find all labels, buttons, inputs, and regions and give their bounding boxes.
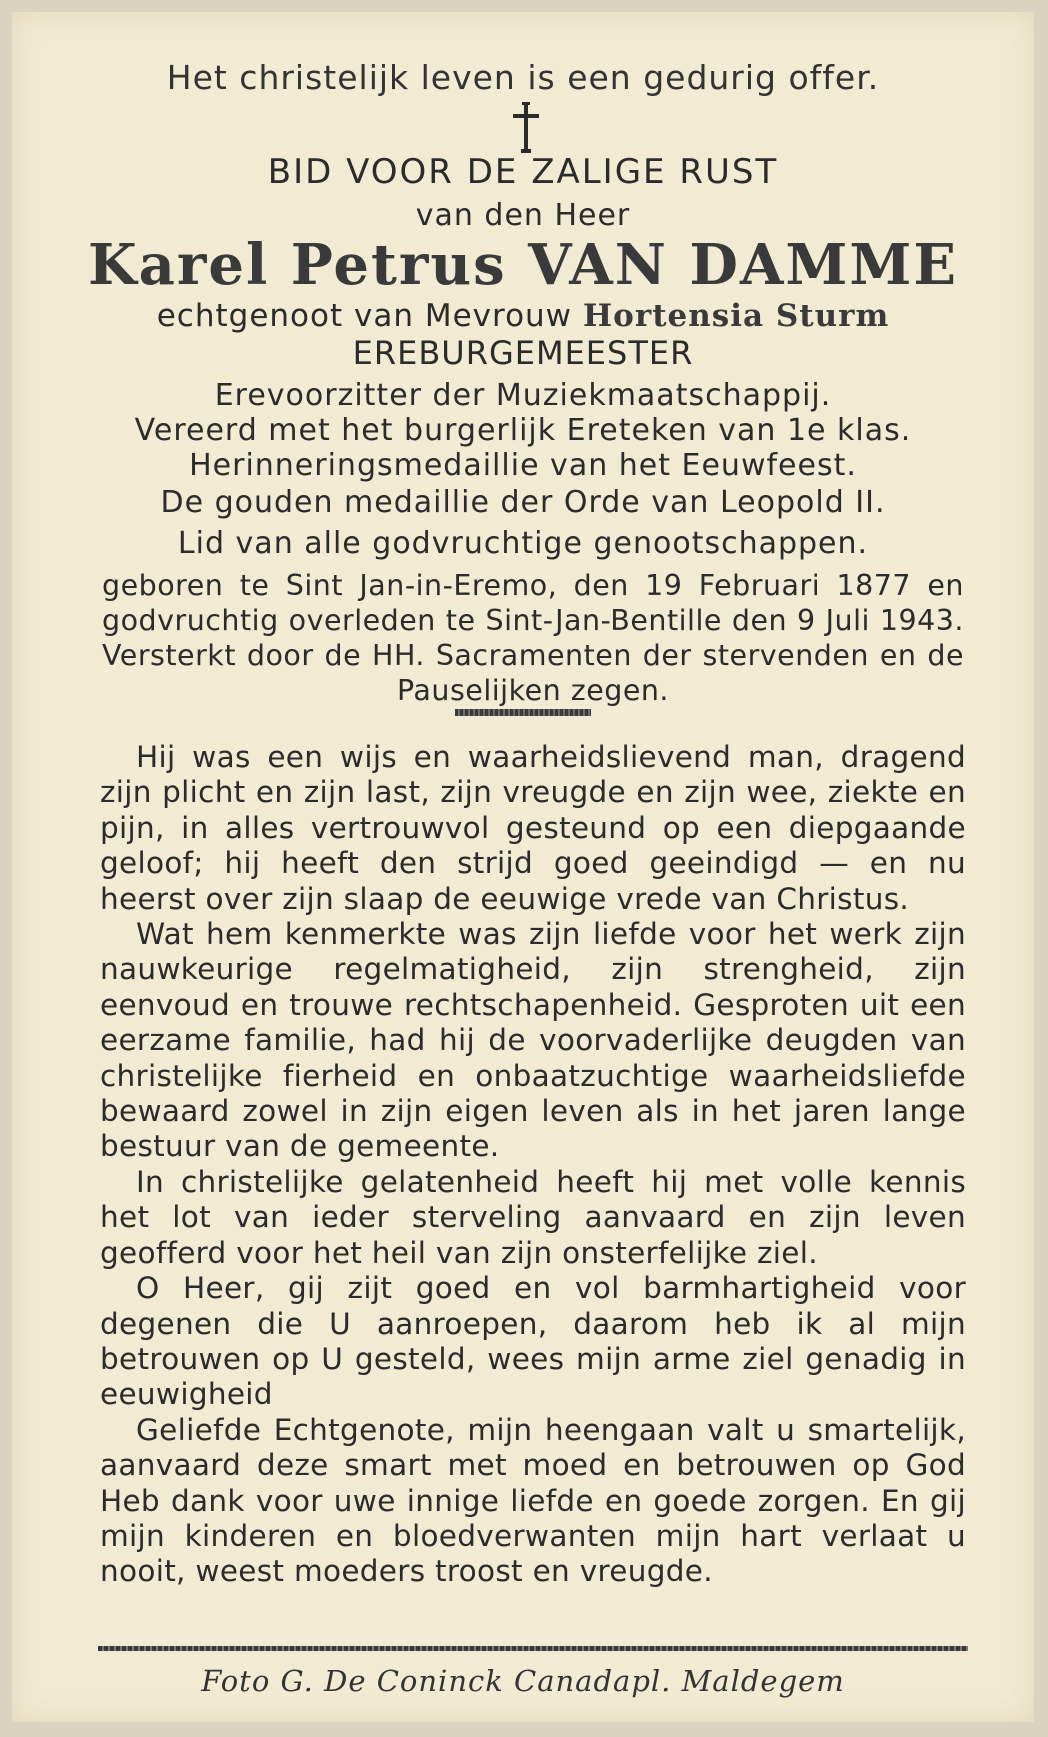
eulogy-text [100, 740, 966, 1590]
ornamental-divider [455, 709, 591, 716]
memorial-card [12, 12, 1034, 1722]
spouse-prefix: echtgenoot van Mevrouw [156, 298, 583, 334]
eulogy-paragraph: Hij was een wijs en waarheidslievend man, dragend zijn plicht en zijn last, zijn vreugde en zijn wee, ziekte en pijn, in alles vertrouwvol gesteund op een diepgaande geloof; hij heeft den strijd goed geeindigd — en nu heerst over zijn slaap de eeuwige vrede van Christus. [100, 740, 966, 916]
photographer-credit: Foto G. De Coninck Canadapl. Maldegem [201, 1664, 845, 1698]
bottom-divider [98, 1646, 968, 1651]
latin-cross-icon [508, 102, 544, 154]
honor-line: Vereerd met het burgerlijk Ereteken van 1e klas. [134, 413, 912, 448]
eulogy-paragraph: In christelijke gelatenheid heeft hij met volle kennis het lot van ieder sterveling aanvaard en zijn leven geofferd voor het heil van zijn onsterfelijke ziel. [100, 1164, 966, 1270]
motto: Het christelijk leven is een gedurig offer. [166, 58, 880, 97]
birth-death-details: geboren te Sint Jan-in-Eremo, den 19 Februari 1877 en godvruchtig overleden te Sint-Jan-Bentille den 9 Juli 1943. Versterkt door de HH. Sacramenten der stervenden en de Pauselijken zegen. [102, 569, 964, 707]
honor-line: Erevoorzitter der Muziekmaatschappij. [214, 378, 832, 413]
eulogy-paragraph: Wat hem kenmerkte was zijn liefde voor het werk zijn nauwkeurige regelmatigheid, zijn strengheid, zijn eenvoud en trouwe rechtschapenheid. Gesproten uit een eerzame familie, had hij de voorvaderlijke deugden van christelijke fierheid en onbaatzuchtige waarheidsliefde bewaard zowel in zijn eigen leven als in het jaren lange bestuur van de gemeente. [100, 917, 966, 1164]
prayer-heading: BID VOOR DE ZALIGE RUST [267, 152, 779, 192]
honor-line: Lid van alle godvruchtige genootschappen. [177, 526, 869, 561]
honor-line: Herinneringsmedaillie van het Eeuwfeest. [189, 448, 857, 483]
eulogy-paragraph: O Heer, gij zijt goed en vol barmhartigheid voor degenen die U aanroepen, daarom heb ik al mijn betrouwen op U gesteld, wees mijn arme ziel genadig in eeuwigheid [100, 1271, 966, 1412]
spouse-line [12, 298, 1034, 334]
honorary-title: EREBURGEMEESTER [352, 334, 694, 372]
from-line: van den Heer [415, 198, 631, 233]
spouse-name: Hortensia Sturm [582, 298, 890, 334]
eulogy-paragraph: Geliefde Echtgenote, mijn heengaan valt u smartelijk, aanvaard deze smart met moed en betrouwen op God Heb dank voor uwe innige liefde en goede zorgen. En gij mijn kinderen en bloedverwanten mijn hart verlaat u nooit, weest moeders troost en vreugde. [100, 1412, 966, 1589]
deceased-name: Karel Petrus VAN DAMME [87, 232, 959, 298]
honor-line: De gouden medaillie der Orde van Leopold II. [160, 485, 886, 520]
